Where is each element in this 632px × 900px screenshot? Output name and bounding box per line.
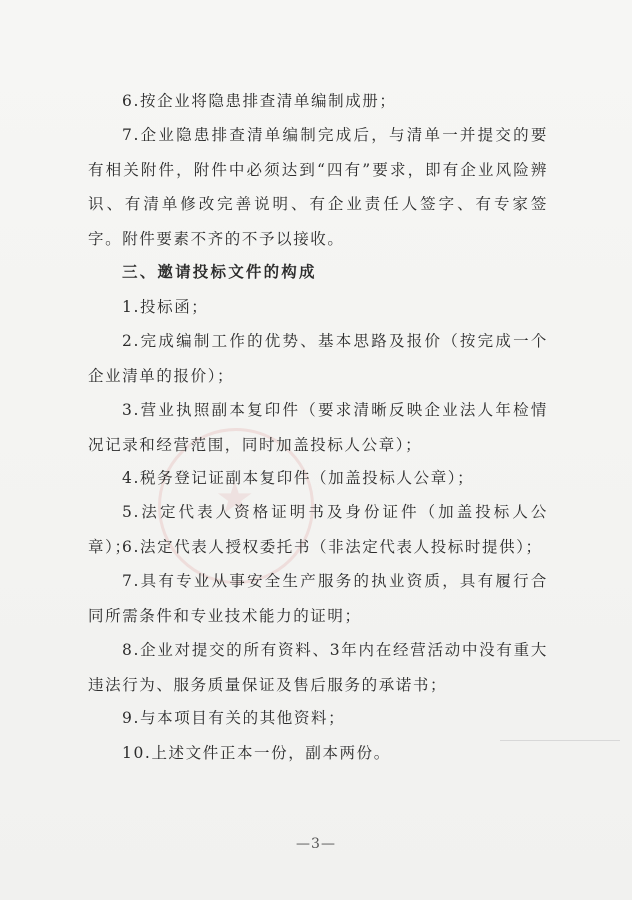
- list-item-3: 3.营业执照副本复印件（要求清晰反映企业法人年检情况记录和经营范围，同时加盖投标人公章）；: [88, 401, 548, 454]
- list-item-7: 7.具有专业从事安全生产服务的执业资质，具有履行合同所需条件和专业技术能力的证明；: [88, 572, 548, 625]
- paragraph-item-7: 7.企业隐患排查清单编制完成后，与清单一并提交的要有相关附件，附件中必须达到“四有”要求，即有企业风险辨识、有清单修改完善说明、有企业责任人签字、有专家签字。附件要素不齐的不予以接收。: [88, 126, 548, 248]
- list-item-10: 10.上述文件正本一份，副本两份。: [122, 744, 391, 762]
- page-number: —3—: [296, 836, 336, 852]
- list-item-4: 4.税务登记证副本复印件（加盖投标人公章）；: [122, 469, 475, 487]
- list-item-8: 8.企业对提交的所有资料、3年内在经营活动中没有重大违法行为、服务质量保证及售后服务的承诺书；: [88, 641, 548, 694]
- section-heading-3: 三、邀请投标文件的构成: [122, 262, 317, 281]
- paragraph-item-6: 6.按企业将隐患排查清单编制成册；: [122, 92, 397, 110]
- list-item-6: 6.法定代表人授权委托书（非法定代表人投标时提供）；: [122, 538, 543, 556]
- list-item-5: 5.法定代表人资格证明书及身份证件（加盖投标人公章）；: [88, 503, 548, 556]
- list-item-9: 9.与本项目有关的其他资料；: [122, 709, 346, 727]
- list-item-1: 1.投标函；: [122, 298, 209, 316]
- list-item-2: 2.完成编制工作的优势、基本思路及报价（按完成一个企业清单的报价）；: [88, 332, 548, 385]
